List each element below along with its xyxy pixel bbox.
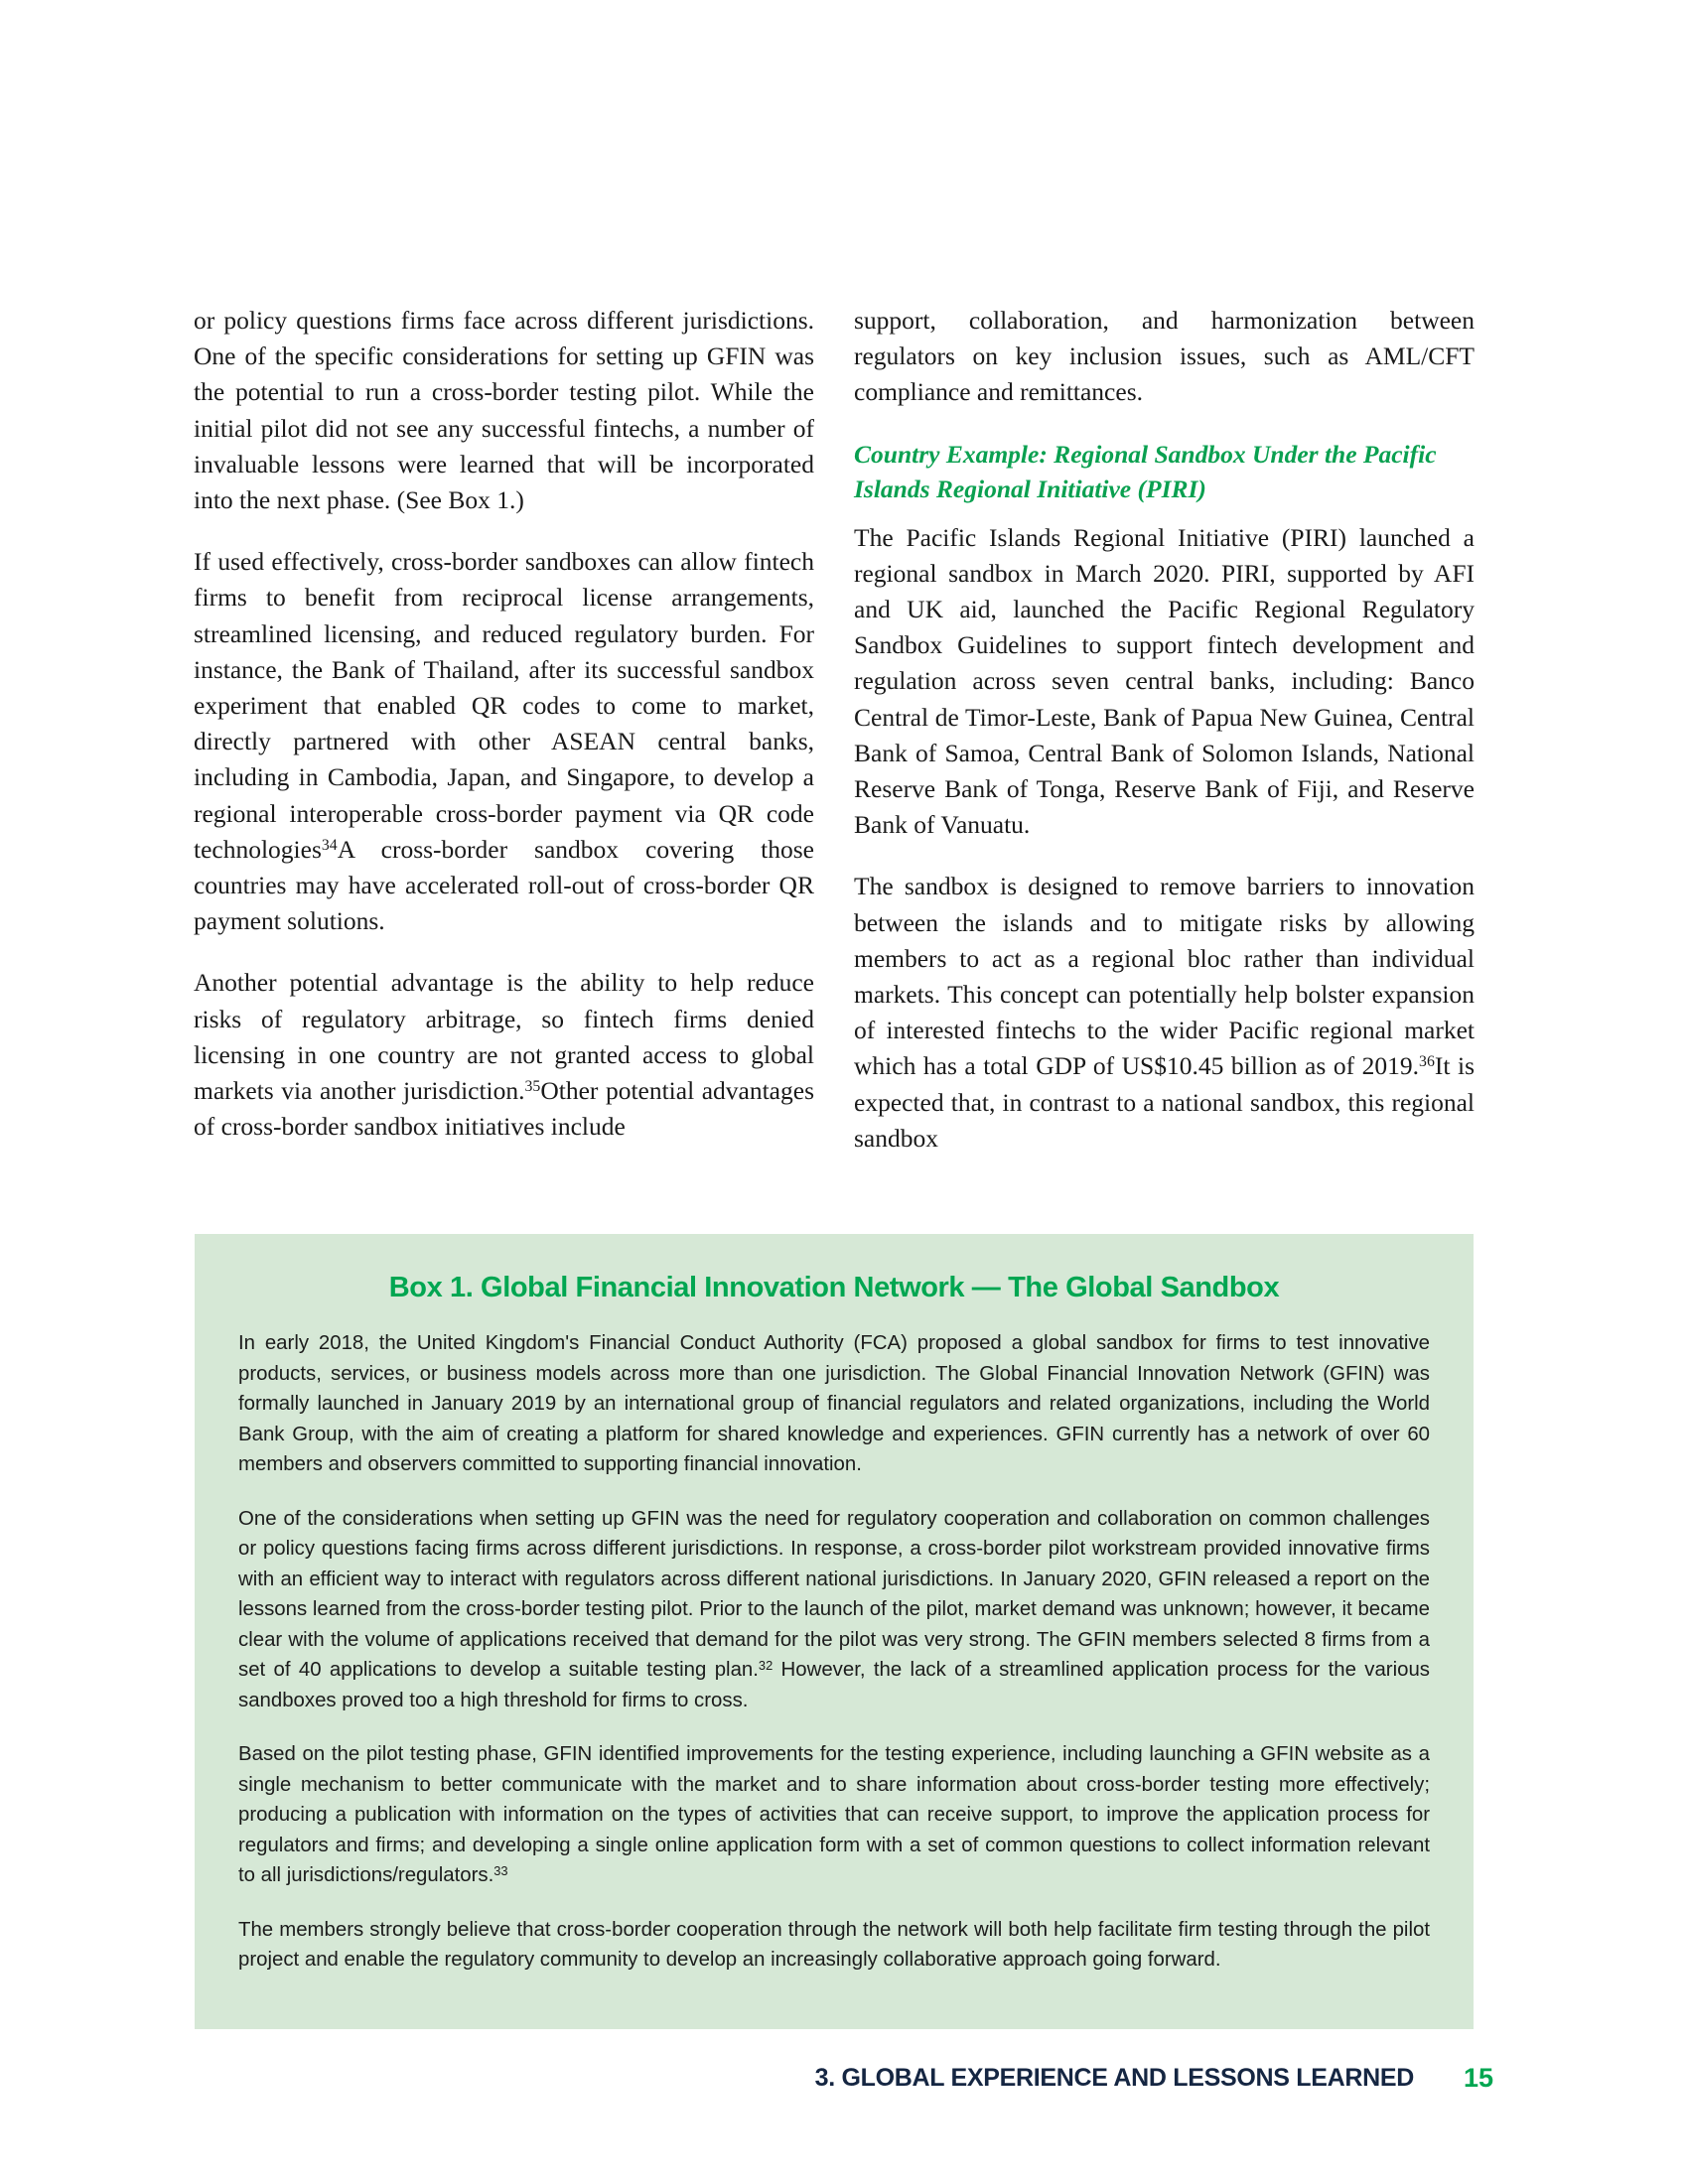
- paragraph-regulatory-arbitrage: [194, 965, 814, 1145]
- callout-box-1: [195, 1234, 1474, 2029]
- box-paragraph: The members strongly believe that cross-border cooperation through the network will both help facilitate firm testing through the pilot project and enable the regulatory community to develop an increasingly collaborative approach going forward.: [238, 1918, 1430, 1971]
- paragraph-sandbox-design: [854, 869, 1475, 1157]
- footnote-marker-32: 32: [758, 1657, 774, 1673]
- paragraph-cross-border-sandboxes: [194, 544, 814, 939]
- paragraph-text: Another potential advantage is the ability to help reduce risks of regulatory arbitrage, so fintech firms denied licensing in one country are not granted access to global markets via another jurisdiction.: [194, 968, 814, 1106]
- right-column: [854, 303, 1475, 1157]
- footnote-marker-35: 35: [524, 1077, 541, 1095]
- paragraph-text: The sandbox is designed to remove barriers to innovation between the islands and to mitigate risks by allowing members to act as a regional bloc rather than individual markets. This concept can potentially help bolster expansion of interested fintechs to the wider Pacific regional market which has a total GDP of US$10.45 billion as of 2019.: [854, 872, 1475, 1081]
- box-paragraph-text-continued: However, the lack of a streamlined application process for the various sandboxes proved too a high threshold for firms to cross.: [238, 1659, 1430, 1711]
- paragraph-piri-overview: The Pacific Islands Regional Initiative (PIRI) launched a regional sandbox in March 2020. PIRI, supported by AFI and UK aid, launched the Pacific Regional Regulatory Sandbox Guidelines to support fintech development and regulation across seven central banks, including: Banco Central de Timor-Leste, Bank of Papua New Guinea, Central Bank of Samoa, Central Bank of Solomon Islands, National Reserve Bank of Tonga, Reserve Bank of Fiji, and Reserve Bank of Vanuatu.: [854, 522, 1475, 840]
- footnote-marker-33: 33: [493, 1862, 508, 1878]
- paragraph-text-continued: A cross-border sandbox covering those countries may have accelerated roll-out of cross-border QR payment solutions.: [194, 834, 814, 936]
- footer-section-title: 3. GLOBAL EXPERIENCE AND LESSONS LEARNED: [814, 2063, 1414, 2092]
- paragraph-support-collaboration: support, collaboration, and harmonization between regulators on key inclusion issues, such as AML/CFT compliance and remittances.: [854, 306, 1475, 407]
- footnote-marker-36: 36: [1419, 1053, 1435, 1071]
- box-paragraph-text: One of the considerations when setting up GFIN was the need for regulatory cooperation and collaboration on common challenges or policy questions facing firms across different jurisdictions. In response, a cross-border pilot workstream provided innovative firms with an efficient way to interact with regulators across different national jurisdictions. In January 2020, GFIN released a report on the lessons learned from the cross-border testing pilot. Prior to the launch of the pilot, market demand was unknown; however, it became clear with the volume of applications received that demand for the pilot was very strong. The GFIN members selected 8 firms from a set of 40 applications to develop a suitable testing plan.: [238, 1507, 1430, 1681]
- paragraph-text-continued: It is expected that, in contrast to a national sandbox, this regional sandbox: [854, 1051, 1475, 1153]
- paragraph-text-continued: Other potential advantages of cross-border sandbox initiatives include: [194, 1076, 814, 1142]
- box-paragraph: [238, 1739, 1430, 1891]
- left-column: [194, 303, 814, 1157]
- country-example-heading: Country Example: Regional Sandbox Under the Pacific Islands Regional Initiative (PIRI): [854, 439, 1437, 503]
- footnote-marker-34: 34: [321, 836, 338, 854]
- paragraph-continued-from-previous-page: or policy questions firms face across different jurisdictions. One of the specific considerations for setting up GFIN was the potential to run a cross-border testing pilot. While the initial pilot did not see any successful fintechs, a number of invaluable lessons were learned that will be incorporated into the next phase. (See Box 1.): [194, 306, 814, 515]
- box-paragraph: [238, 1504, 1430, 1716]
- page-footer: [0, 2055, 1688, 2101]
- footer-page-number: 15: [1463, 2062, 1493, 2093]
- box-paragraph-text: Based on the pilot testing phase, GFIN identified improvements for the testing experience, including launching a GFIN website as a single mechanism to better communicate with the market and to share information about cross-border testing more effectively; producing a publication with information on the types of activities that can receive support, to improve the application process for regulators and firms; and developing a single online application form with a set of common questions to collect information relevant to all jurisdictions/regulators.: [238, 1743, 1430, 1886]
- paragraph-text: If used effectively, cross-border sandboxes can allow fintech firms to benefit from reciprocal license arrangements, streamlined licensing, and reduced regulatory burden. For instance, the Bank of Thailand, after its successful sandbox experiment that enabled QR codes to come to market, directly partnered with other ASEAN central banks, including in Cambodia, Japan, and Singapore, to develop a regional interoperable cross-border payment via QR code technologies: [194, 547, 814, 864]
- box-paragraph: In early 2018, the United Kingdom's Financial Conduct Authority (FCA) proposed a global sandbox for firms to test innovative products, services, or business models across more than one jurisdiction. The Global Financial Innovation Network (GFIN) was formally launched in January 2019 by an international group of financial regulators and related organizations, including the World Bank Group, with the aim of creating a platform for shared knowledge and experiences. GFIN currently has a network of over 60 members and observers committed to supporting financial innovation.: [238, 1332, 1430, 1475]
- two-column-body: [194, 303, 1475, 1157]
- box-title: Box 1. Global Financial Innovation Network — The Global Sandbox: [388, 1272, 1280, 1303]
